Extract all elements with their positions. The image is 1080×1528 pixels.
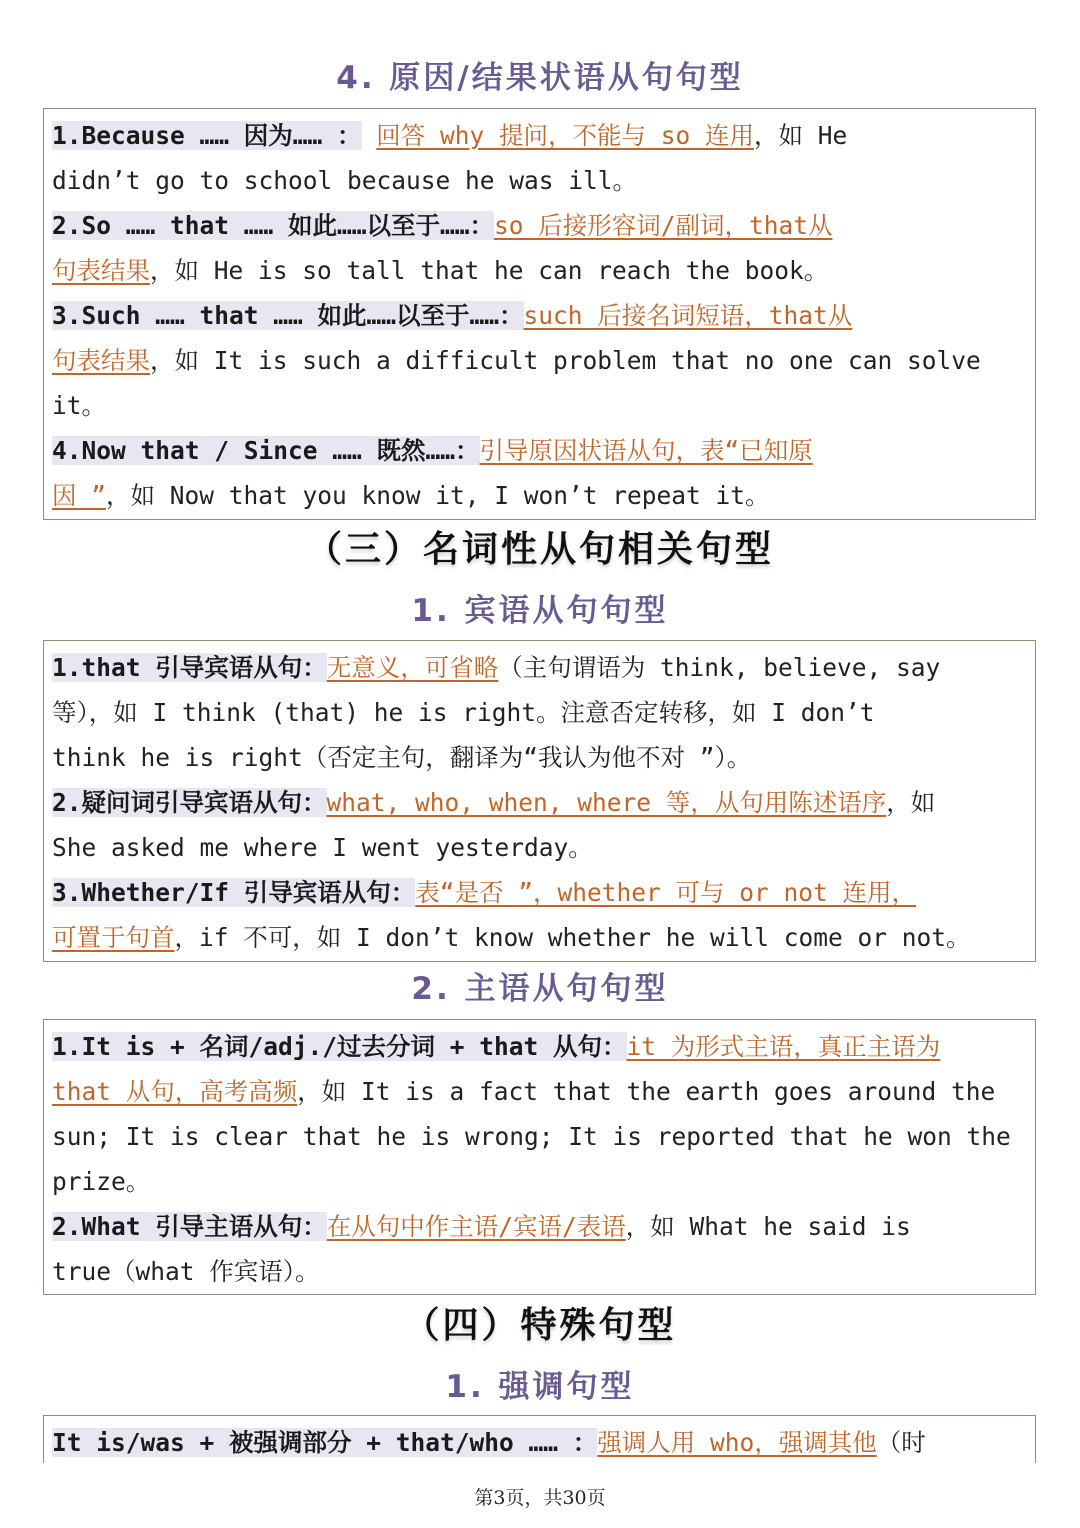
usage-note: 因 ” [52,481,107,510]
pattern-label: 2.What 引导主语从句： [52,1212,327,1241]
usage-note: so 后接形容词/副词，that从 [494,211,833,240]
text-line [52,1204,1025,1249]
pattern-label: 1.It is + 名词/adj./过去分词 + that 从句： [52,1032,627,1061]
pattern-label: 2.So …… that …… 如此……以至于……： [52,211,495,240]
text-line [52,645,1025,690]
text-line [52,338,1025,383]
example-text: ，如 [886,788,936,817]
usage-note: 句表结果 [52,256,150,285]
usage-note: what, who, when, where 等，从句用陈述语序 [326,788,887,817]
text-line: true（what 作宾语）。 [52,1257,320,1286]
usage-note: such 后接名词短语，that从 [523,301,853,330]
text-line [52,915,1025,960]
text-line: She asked me where I went yesterday。 [52,833,593,862]
pattern-label: 1.that 引导宾语从句： [52,653,327,682]
pattern-label: 4.Now that / Since …… 既然……： [52,436,480,465]
text-line: sun; It is clear that he is wrong; It is reported that he won the [52,1122,1011,1151]
example-text: ，if 不可，如 I don’t know whether he will come or not。 [174,923,971,952]
text-line [52,203,1025,248]
pattern-label: It is/was + 被强调部分 + that/who …… ： [52,1428,598,1457]
usage-note: 无意义，可省略 [326,653,499,682]
text-line [52,113,1025,158]
text-line [52,870,1025,915]
pattern-label: 3.Such …… that …… 如此……以至于……： [52,301,524,330]
text-line [52,248,1025,293]
usage-note: 可置于句首 [52,923,175,952]
usage-note: 在从句中作主语/宾语/表语 [326,1212,626,1241]
text-line [52,1069,1025,1114]
text-line: think he is right（否定主句，翻译为“我认为他不对 ”）。 [52,743,752,772]
example-text: ，如 It is such a difficult problem that no one can solve [150,346,981,375]
section-title-special-patterns: （四）特殊句型 [403,1304,677,1346]
example-text: ，如 What he said is [625,1212,911,1241]
text-line [52,473,1025,518]
box-object-clause [43,640,1036,962]
section-title-noun-clauses: （三）名词性从句相关句型 [305,528,774,570]
pattern-label: 3.Whether/If 引导宾语从句： [52,878,416,907]
text-line: it。 [52,391,107,420]
example-text: （时 [876,1428,926,1457]
example-text: ，如 It is a fact that the earth goes around the [297,1077,996,1106]
usage-note: 句表结果 [52,346,150,375]
example-text: ，如 He is so tall that he can reach the book。 [150,256,829,285]
text-line: 等），如 I think (that) he is right。注意否定转移，如 I don’t [52,698,875,727]
usage-note: 表“是否 ”，whether 可与 or not 连用， [415,878,917,907]
example-text: （主句谓语为 think, believe, say [498,653,941,682]
heading-subject-clause: 2. 主语从句句型 [411,971,669,1007]
pattern-label: 1.Because …… 因为…… ： [52,121,362,150]
box-subject-clause [43,1019,1036,1295]
text-line [52,1024,1025,1069]
example-text: ，如 Now that you know it, I won’t repeat it。 [106,481,770,510]
text-line [52,428,1025,473]
heading-cause-result: 4. 原因/结果状语从句句型 [336,60,744,96]
usage-note: 回答 why 提问，不能与 so 连用 [376,121,755,150]
text-line: prize。 [52,1167,151,1196]
box-cause-result [43,108,1036,520]
box-emphasis [43,1415,1036,1463]
heading-emphasis: 1. 强调句型 [445,1369,635,1405]
example-text: ，如 He [754,121,848,150]
text-line [52,1420,1025,1463]
page-number: 第3页，共30页 [474,1487,606,1509]
heading-object-clause: 1. 宾语从句句型 [411,593,669,629]
pattern-label: 2.疑问词引导宾语从句： [52,788,327,817]
text-line [52,780,1025,825]
text-line: didn’t go to school because he was ill。 [52,166,638,195]
usage-note: that 从句，高考高频 [52,1077,298,1106]
text-line [52,293,1025,338]
usage-note: it 为形式主语，真正主语为 [626,1032,941,1061]
usage-note: 强调人用 who，强调其他 [597,1428,877,1457]
usage-note: 引导原因状语从句，表“已知原 [479,436,813,465]
